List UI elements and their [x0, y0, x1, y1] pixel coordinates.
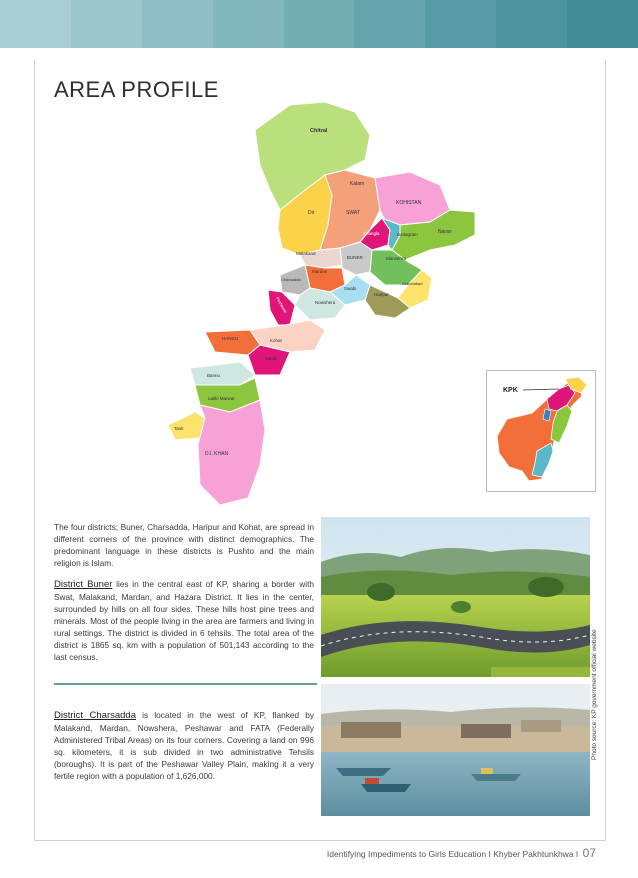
kpk-district-map	[160, 100, 490, 510]
header-bar-segment	[213, 0, 284, 48]
header-bar-segment	[142, 0, 213, 48]
map-district-bannu	[190, 362, 255, 385]
page-number: 07	[582, 846, 596, 860]
map-label-malakand: Malakand	[296, 251, 316, 256]
map-label-lakki: Lakki Marwat	[208, 396, 235, 401]
map-label-abbottabad: Abbottabad	[402, 281, 423, 286]
map-label-peshawar: Peshawar	[275, 296, 289, 314]
buner-paragraph	[54, 578, 314, 663]
map-label-kalam: Kalam	[350, 181, 365, 187]
map-label-karak: Karak	[265, 356, 277, 361]
footer-text: Identifying Impediments to Girls Education I Khyber Pakhtunkhwa I	[326, 849, 579, 859]
pakistan-inset-map	[486, 370, 596, 492]
header-bar-segment	[284, 0, 355, 48]
map-label-swabi: Swabi	[344, 286, 357, 291]
buner-heading: District Buner	[54, 579, 113, 590]
header-bar-segment	[0, 0, 71, 48]
header-bar-segment	[567, 0, 638, 48]
buner-landscape-photo	[321, 517, 590, 677]
buner-body: lies in the central east of KP, sharing a border with Swat, Malakand, Mardan, and Hazara District. It lies in the center, surrounded by hills on all four sides. These hills host pine trees and minerals. Most of the people living in the area are farmers and living in rural settings. The district is divided in 6 tehsils. The total area of the district is 1865 sq. km with a population of 501,143 according to the last census.	[54, 579, 315, 662]
map-label-buner: BUNER	[347, 255, 363, 260]
page-footer	[327, 846, 596, 860]
map-label-tank: Tank	[174, 426, 184, 431]
charsadda-heading: District Charsadda	[54, 710, 136, 721]
map-label-chitral: Chitral	[310, 128, 328, 134]
header-bar-segment	[496, 0, 567, 48]
charsadda-paragraph	[54, 709, 314, 782]
header-color-bar	[0, 0, 638, 48]
map-label-kohat: Kohat	[270, 338, 282, 343]
map-label-shangla: Shangla	[363, 231, 380, 236]
map-label-bannu: Bannu	[207, 373, 221, 378]
intro-paragraph: The four districts; Buner, Charsadda, Haripur and Kohat, are spread in different corners of the province with distinct demographics. The predominant language in these districts is Pushto and the main religion is Islam.	[54, 522, 314, 568]
map-label-kohistan: KOHISTAN	[396, 200, 422, 206]
map-label-di-khan: D.I. KHAN	[205, 451, 229, 457]
inset-kpk-label: KPK	[503, 387, 518, 394]
charsadda-river-photo	[321, 684, 590, 816]
map-label-charsadda: Charsadda	[281, 277, 301, 282]
section-divider	[54, 683, 317, 685]
photo-credit: Photo source: KP government official website	[591, 629, 598, 760]
page-title: AREA PROFILE	[54, 77, 219, 102]
header-bar-segment	[425, 0, 496, 48]
map-label-hangu: HANGU	[222, 336, 239, 341]
map-label-swat: SWAT	[346, 210, 360, 216]
map-label-battagram: Battagram	[397, 232, 418, 237]
inset-pointer-line	[523, 389, 559, 390]
header-bar-segment	[71, 0, 142, 48]
map-label-nowshera: Nowshera	[315, 300, 336, 305]
map-label-mardan: Mardan	[312, 269, 328, 274]
map-label-mansehra: Mansehra	[386, 256, 407, 261]
map-label-haripur: Haripur	[374, 292, 389, 297]
map-label-naran: Naran	[438, 229, 452, 235]
map-label-dir: Dir	[308, 210, 315, 216]
charsadda-body: is located in the west of KP, flanked by Malakand, Mardan, Nowshera, Peshawar and FATA (Federally Administered Tribal Areas) on its four corners. Covering a land on 996 sq. kilometers, it is sub divided in two administrative Tehsils (boroughs). It is part of the Peshawar Valley Plain, making it a very fertile region with a population of 1,626,000.	[54, 710, 314, 781]
header-bar-segment	[354, 0, 425, 48]
